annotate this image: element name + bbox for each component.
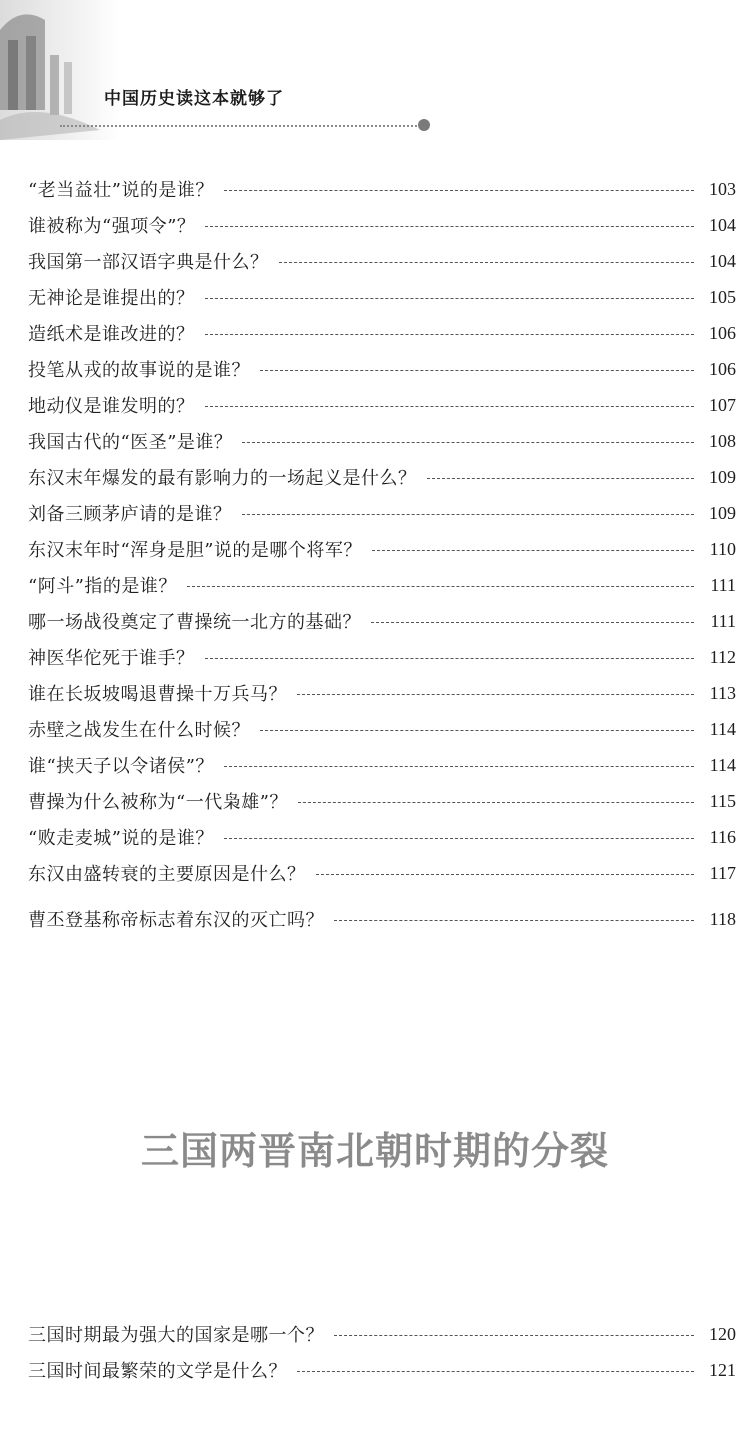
toc-entry[interactable]: [28, 906, 736, 932]
toc-entry[interactable]: [28, 716, 736, 742]
toc-entry[interactable]: [28, 572, 736, 598]
toc-entry[interactable]: [28, 392, 736, 418]
toc-entry-page: 106: [709, 322, 736, 343]
toc-entry-question: 谁“挟天子以令诸侯”？: [28, 756, 214, 777]
toc-entry[interactable]: [28, 284, 736, 310]
leader-dashes: [297, 1371, 694, 1372]
toc-entry-question: 东汉由盛转衰的主要原因是什么？: [28, 864, 306, 885]
toc-entry[interactable]: [28, 248, 736, 274]
toc-entry-question: 东汉末年时“浑身是胆”说的是哪个将军？: [28, 540, 362, 561]
toc-entry[interactable]: [28, 464, 736, 490]
toc-entry-page: 111: [710, 574, 736, 595]
leader-dashes: [371, 622, 694, 623]
section-title: 三国两晋南北朝时期的分裂: [140, 1128, 609, 1173]
toc-entry-page: 112: [709, 646, 736, 667]
leader-dashes: [260, 370, 694, 371]
toc-entry[interactable]: [28, 320, 736, 346]
toc-entry[interactable]: [28, 608, 736, 634]
toc-entry-page: 108: [709, 430, 736, 451]
book-title: 中国历史读这本就够了: [104, 89, 284, 109]
toc-entry-page: 111: [710, 610, 736, 631]
toc-entry[interactable]: [28, 500, 736, 526]
toc-entry-page: 114: [709, 754, 736, 775]
leader-dashes: [279, 262, 695, 263]
toc-entry-question: 曹丕登基称帝标志着东汉的灭亡吗？: [28, 910, 324, 931]
toc-entry-question: 赤壁之战发生在什么时候？: [28, 720, 250, 741]
leader-dashes: [205, 226, 694, 227]
toc-entry-question: 我国古代的“医圣”是谁？: [28, 432, 233, 453]
toc-entry[interactable]: [28, 176, 736, 202]
toc-entry-page: 107: [709, 394, 736, 415]
toc-entry-page: 110: [709, 538, 736, 559]
toc-entry-page: 116: [709, 826, 736, 847]
toc-entry-page: 109: [709, 466, 736, 487]
leader-dashes: [205, 334, 695, 335]
leader-dashes: [224, 190, 694, 191]
toc-entry-question: “阿斗”指的是谁？: [28, 576, 177, 597]
leader-dashes: [205, 298, 695, 299]
toc-entry-question: “老当益壮”说的是谁？: [28, 180, 214, 201]
toc-entry-page: 105: [709, 286, 736, 307]
toc-entry-page: 121: [709, 1359, 736, 1380]
toc-entry-page: 109: [709, 502, 736, 523]
toc-entry-question: 谁被称为“强项令”？: [28, 216, 196, 237]
leader-dashes: [334, 920, 694, 921]
toc-entry-question: “败走麦城”说的是谁？: [28, 828, 214, 849]
toc-entry-question: 哪一场战役奠定了曹操统一北方的基础？: [28, 612, 361, 633]
toc-entry[interactable]: [28, 824, 736, 850]
toc-entry-question: 曹操为什么被称为“一代枭雄”？: [28, 792, 288, 813]
leader-dashes: [224, 838, 694, 839]
toc-entry[interactable]: [28, 788, 736, 814]
toc-entry[interactable]: [28, 1321, 736, 1347]
leader-dashes: [427, 478, 695, 479]
toc-entry-question: 无神论是谁提出的？: [28, 288, 195, 309]
toc-entry[interactable]: [28, 356, 736, 382]
toc-entry-question: 三国时间最繁荣的文学是什么？: [28, 1361, 287, 1382]
toc-entry-question: 我国第一部汉语字典是什么？: [28, 252, 269, 273]
toc-entry-question: 谁在长坂坡喝退曹操十万兵马？: [28, 684, 287, 705]
toc-entry[interactable]: [28, 1357, 736, 1383]
leader-dashes: [298, 802, 694, 803]
toc-entry[interactable]: [28, 860, 736, 886]
leader-dashes: [205, 406, 695, 407]
leader-dashes: [316, 874, 695, 875]
leader-dashes: [224, 766, 694, 767]
leader-dashes: [242, 442, 694, 443]
toc-entry[interactable]: [28, 212, 736, 238]
toc-entry-page: 118: [709, 908, 736, 929]
toc-entry-question: 三国时期最为强大的国家是哪一个？: [28, 1325, 324, 1346]
toc-entry-question: 东汉末年爆发的最有影响力的一场起义是什么？: [28, 468, 417, 489]
leader-dashes: [260, 730, 694, 731]
toc-entry-page: 115: [709, 790, 736, 811]
toc-entry[interactable]: [28, 644, 736, 670]
leader-dashes: [297, 694, 694, 695]
leader-dashes: [187, 586, 694, 587]
toc-entry-page: 104: [709, 250, 736, 271]
toc-entry-page: 106: [709, 358, 736, 379]
toc-entry-page: 103: [709, 178, 736, 199]
toc-entry-page: 113: [709, 682, 736, 703]
leader-dashes: [205, 658, 695, 659]
toc-entry[interactable]: [28, 536, 736, 562]
toc-entry-question: 造纸术是谁改进的？: [28, 324, 195, 345]
toc-entry[interactable]: [28, 752, 736, 778]
leader-dashes: [372, 550, 694, 551]
leader-dashes: [242, 514, 695, 515]
leader-dashes: [334, 1335, 694, 1336]
toc-entry-question: 神医华佗死于谁手？: [28, 648, 195, 669]
toc-entry-page: 117: [709, 862, 736, 883]
toc-entry[interactable]: [28, 680, 736, 706]
toc-entry-page: 104: [709, 214, 736, 235]
toc-entry-page: 114: [709, 718, 736, 739]
toc-entry-question: 刘备三顾茅庐请的是谁？: [28, 504, 232, 525]
toc-entry-page: 120: [709, 1323, 736, 1344]
toc-entry-question: 投笔从戎的故事说的是谁？: [28, 360, 250, 381]
toc-entry-question: 地动仪是谁发明的？: [28, 396, 195, 417]
toc-entry[interactable]: [28, 428, 736, 454]
